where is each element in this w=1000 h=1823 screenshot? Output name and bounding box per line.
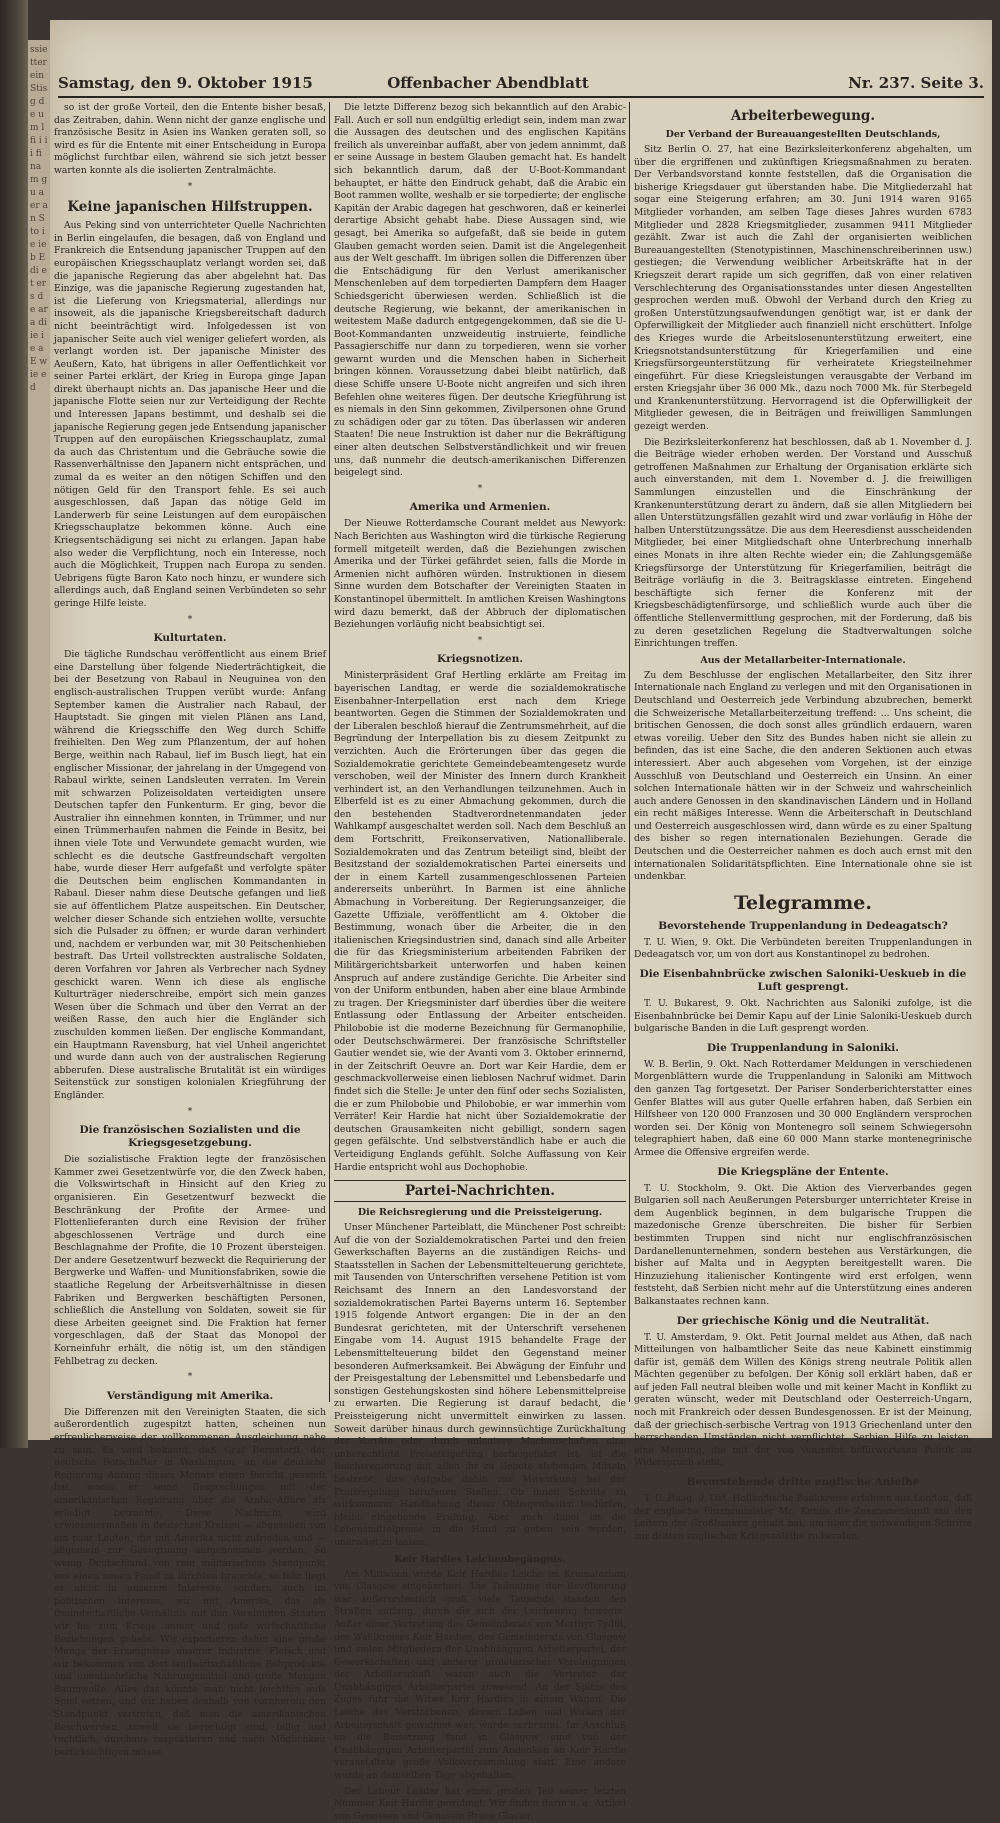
headline-america: Verständigung mit Amerika.	[106, 1389, 274, 1402]
article-kulturtaten: Die tägliche Rundschau veröffentlicht aus einem Brief eine Darstellung über folgende Niederträchtigkeit, die bei der Besetzung von Rabaul in Neuguinea von den englisch-australischen Truppen verübt wurde: Anfang September kamen die Australier nach Rabaul, der Hauptstadt. Sie gingen mit vielen Plänen ans Land, während die Kriegsschiffe den Weg durch Schiffe freihielten. Den Weg zum Pflanzentum, der auf hohen Berge, weithin nach Rabaul, lief im Busch liegt, hat ein englischer Missionar, der jahrelang in der Umgegend von Rabaul wirkte, seinen Landsleuten verraten. Im Verein mit schwarzen Polizeisoldaten verteidigten unsere Deutschen tapfer den Funkenturm. Er ging, bevor die Australier ihn einnehmen konnten, in Trümmer, und nur einen Trümmerhaufen nahmen die Feinde in Besitz, bei ihnen viele Tote und Verwundete gemacht wurden, wie schlecht es die deutsche Gastfreundschaft vergolten habe, wurde dieser Herr aufgefaßt und verfolgte später die Deutschen beim englischen Kommandanten in Rabaul. Dieser nahm diese Deutsche gefangen und ließ sie auf öffentlichem Platze auspeitschen. Ein Deutscher, welcher dieser Schande sich entziehen wollte, versuchte sich die Pulsader zu öffnen; er wurde daran verhindert und, nachdem er verbunden war, mit 30 Peitschenhieben bestraft. Das Urteil vollstreckten australische Soldaten, deren Vorfahren vor Jahren als Verbrecher nach Sydney geschickt waren. Wenn ich diese als englische Kulturträger niederschreibe, empört sich mein ganzes Wesen über die Schmach und über den Verrat an der weißen Rasse, den auch hier die Engländer sich zuschulden kommen ließen. Der englische Kommandant, ein Hauptmann Ravensburg, hat viel Unheil angerichtet und wurde dann auch von der australischen Regierung abberufen. Diese australische Brutalität ist ein würdiges Seitenstück zur sonstigen kolonialen Kriegführung der Engländer.	[54, 649, 326, 1101]
telegram-bridge: T. U. Bukarest, 9. Okt. Nachrichten aus Saloniki zufolge, ist die Eisenbahnbrücke bei Demir Kapu auf der Linie Saloniki-Ueskueb durch bulgarische Banden in die Luft gesprengt worden.	[634, 998, 972, 1035]
headline-kriegsnotizen: Kriegsnotizen.	[437, 653, 523, 666]
article-bureauangestellte-2: Die Bezirksleiterkonferenz hat beschlossen, daß ab 1. November d. J. die Beiträge wieder erhoben werden. Der Vorstand und Ausschuß getroffenen Maßnahmen zur Erhaltung der Organisation erklärte sich auch einverstanden, mit dem 1. November d. J. die freiwilligen Sammlungen einzustellen und die Einschränkung der Krankenunterstützung derart zu ändern, daß sie allen Mitgliedern bei allen Unterstützungsfällen gezahlt wird und zwar vorläufig in Höhe der halben Unterstützungssätze. Die aus dem Heeresdienst ausscheidenden Mitglieder, bei einer Mitgliedschaft ohne Unterbrechung innerhalb eines Monats in ihre alten Rechte wieder ein; die Zahlungsgemäße Kriegsfürsorge der Unterstützung für Kriegerfamilien, beiträgt die Beiträge vorläufig in die 3. Beitragsklasse eintreten. Eingehend beschäftigte sich ferner die Konferenz mit der Kriegsbeschädigtenfürsorge, und schließlich wurde auch über die öffentliche Stellenvermittlung gesprochen, mit der Forderung, daß bis zu deren gesetzlichen Regelung die Stadtverwaltungen solche Einrichtungen treffen.	[634, 436, 972, 650]
telegram-saloniki: W. B. Berlin, 9. Okt. Nach Rotterdamer Meldungen in verschiedenen Morgenblättern wurde die Truppenlandung in Saloniki am Mittwoch den ganzen Tag fortgesetzt. Der Pariser Sonderberichterstatter eines Genfer Blattes will aus guter Quelle erfahren haben, daß Serbien ein Hilfsheer von 120 000 Franzosen und 30 000 Engländern versprochen worden sei. Der König von Montenegro soll seinem Schwiegersohn telegraphiert haben, daß eine 60 000 Mann starke montenegrinische Armee die Offensive ergreifen werde.	[634, 1058, 972, 1158]
page-header	[58, 70, 984, 98]
previous-page-edge	[28, 40, 50, 1440]
separator-star: *	[477, 635, 483, 646]
headline-french-socialists: Die französischen Sozialisten und die Kriegsgesetzgebung.	[79, 1124, 301, 1150]
subheadline-keir-hardie: Keir Hardies Leichenbegängnis.	[394, 1553, 566, 1565]
headline-english-loan: Bevorstehende dritte englische Anleihe	[686, 1476, 920, 1489]
headline-saloniki: Die Truppenlandung in Saloniki.	[707, 1041, 899, 1054]
separator-star: *	[477, 483, 483, 494]
article-labour-leader: Der Labour Leader hat einen großen Teil seiner letzten Nummer Keir Hardie gewidmet. Wir finden darin u. a. Artikel von Genossen und Genossin Bruce Glasier.	[334, 1785, 626, 1822]
book-binding	[0, 0, 28, 1448]
headline-kulturtaten: Kulturtaten.	[153, 632, 227, 645]
separator-star: *	[187, 614, 193, 625]
article-french-socialists: Die sozialistische Fraktion legte der französischen Kammer zwei Gesetzentwürfe vor, die den Zweck haben, die Volkswirtschaft in Hinsicht auf den Krieg zu organisieren. Ein Gesetzentwurf bezweckt die Beschränkung der Profite der Armee- und Flottenlieferanten durch eine Revision der früher abgeschlossenen Verträge und durch eine Beschlagnahme der Profite, die 10 Prozent übersteigen. Der andere Gesetzentwurf bezweckt die Requirierung der Bergwerke und Waffen- und Munitionsfabriken, sowie die staatliche Regelung der Arbeitsverhältnisse in diesen Fabriken und Bergwerken beschäftigten Personen, schließlich die Anstellung von Soldaten, soweit sie für diese Arbeiten geeignet sind. Die Fraktion hat ferner vorgeschlagen, daß der Staat das Monopol der Korneinfuhr erhält, die nötig ist, um den ständigen Fehlbetrag zu decken.	[54, 1154, 326, 1367]
separator-star: *	[187, 1106, 193, 1117]
column-3	[634, 102, 972, 1542]
column-2	[334, 102, 626, 1822]
telegram-entente-plans: T. U. Stockholm, 9. Okt. Die Aktion des Vierverbandes gegen Bulgarien soll nach Aeußerungen Petersburger unterrichteter Kreise in dem Augenblick beginnen, in dem bulgarische Truppen die mazedonische Grenze überschreiten. Die bisher für Serbien bestimmten Truppen sind nicht nur englischfranzösischen Dardanellenunternehmen, sondern bestehen aus Verstärkungen, die bisher auf Malta und in Aegypten bereitgestellt waren. Die Hinzuziehung italienischer Kontingente wird erst erfolgen, wenn feststeht, daß Serbien nicht mehr auf die Unterstützung eines anderen Balkanstaates rechnen kann.	[634, 1182, 972, 1307]
article-arabic: Die letzte Differenz bezog sich bekanntlich auf den Arabic-Fall. Auch er soll nun endgültig erledigt sein, indem man zwar die Aussagen des deutschen und des englischen Kapitäns freilich als unvereinbar auffaßt, aber von jedem annimmt, daß er seine Aussage in bestem Glauben gemacht hat. Es handelt sich bekanntlich darum, daß der U-Boot-Kommandant behauptet, er hätte den Eindruck gehabt, daß die Arabic ein Boot rammen wollte, weshalb er sie torpedierte; der englische Kapitän der Arabic dagegen hat geschworen, daß er keinerlei derartige Absicht gehabt habe. Diese Aussagen sind, wie gesagt, bei Amerika so aufgefaßt, daß sie beide in gutem Glauben gemacht worden seien. Damit ist die Angelegenheit aus der Welt geschafft. Im übrigen sollen die Differenzen über die Entschädigung für den Verlust amerikanischer Menschenleben auf dem torpedierten Dampfern dem Haager Schiedsgericht überwiesen werden. Schließlich ist die deutsche Regierung, wie bekannt, der amerikanischen in weitestem Maße dadurch entgegengekommen, daß sie die U-Boot-Kommandanten unzweideutig instruierte, feindliche Passagierschiffe nur dann zu torpedieren, wenn sie vorher gewarnt wurden und die Menschen haben in Sicherheit bringen können. Voraussetzung dabei bleibt natürlich, daß diese Schiffe unsere U-Boote nicht angreifen und sich ihren Befehlen ohne weiteres fügen. Der deutsche Kriegführung ist es niemals in den Sinn gekommen, Zivilpersonen ohne Grund zu schädigen oder gar zu töten. Das überlassen wir anderen Staaten! Die neue Instruktion ist daher nur die Bekräftigung einer alten deutschen Selbstverständlichkeit und wir freuen uns, daß nunmehr die deutsch-amerikanischen Differenzen beigelegt sind.	[334, 102, 626, 479]
headline-arbeiterbewegung: Arbeiterbewegung.	[730, 108, 876, 124]
headline-entente-plans: Die Kriegspläne der Entente.	[717, 1165, 889, 1178]
article-kriegsnotizen: Ministerpräsident Graf Hertling erklärte am Freitag im bayerischen Landtag, er werde die sozialdemokratische Eisenbahner-Interpellation erst nach dem Kriege beantworten. Gegen die Stimmen der Sozialdemokraten und der Liberalen beschloß hierauf die Zentrumsmehrheit, auf die Begründung der Interpellation bis zu diesem Zeitpunkt zu verzichten. Auch die Erörterungen über das gegen die Sozialdemokratie gerichtete Gemeindebeamtengesetz wurde verschoben, weil der Minister des Innern durch Krankheit verhindert ist, an den Verhandlungen teilzunehmen. Auch in Elberfeld ist es zu einer Abmachung gekommen, durch die den bestehenden Stadtverordnetenmandaten jeder Wahlkampf ausgeschaltet werden soll. Nach dem Beschluß an dem Fortschritt, Freikonservativen, Nationalliberale. Sozialdemokraten und das Zentrum beteiligt sind, bleibt der Besitzstand der sozialdemokratischen Partei einerseits und der in einem Kartell zusammengeschlossenen Parteien andererseits unberührt. In Barmen ist eine ähnliche Abmachung in Vorbereitung. Der Regierungsanzeiger, die Gazette Uffiziale, veröffentlicht am 4. Oktober die Bestimmung, wonach über die Arbeiter, die in den italienischen Kriegsindustrien sind, danach sind alle Arbeiter die für das Kriegsministerium arbeitenden Fabriken der Militärgerichtsbarkeit unterworfen und haben keinen Anspruch auf andere zuständige Gerichte. Die Arbeiter sind von der Uniform entbunden, haben aber eine blaue Armbinde zu tragen. Der Kriegsminister darf überdies über die weitere Entlassung oder Entlassung der Arbeiter entscheiden. Philobobie ist die moderne Bezeichnung für Germanophilie, oder Deutschschwärmerei. Der französische Schriftsteller Gautier wendet sie, wie der Avanti vom 3. Oktober erinnernd, in der Zeitschrift Oeuvre an. Dort war Keir Hardie, dem er geschmackvollerweise einen lieblosen Nachruf widmet. Darin findet sich die Stelle: Je unter den fünf oder sechs Sozialisten, die er zum Philobobie und Philobobie, er war immerhin vom Verräter! Keir Hardie hat nicht über Sozialdemokratie der deutschen Grausamkeiten nicht gebilligt, sondern sagen gegen gefälschte. Und selbstverständlich habe er auch die Verteidigung Englands gefühlt. Solche Auffassung von Keir Hardie entspricht wohl aus Dochophobie.	[334, 670, 626, 1173]
headline-bridge: Die Eisenbahnbrücke zwischen Saloniki-Ueskueb in die Luft gesprengt.	[639, 968, 967, 994]
article-bureauangestellte: Sitz Berlin O. 27, hat eine Bezirksleiterkonferenz abgehalten, um über die ergriffenen und zukünftigen Kriegsmaßnahmen zu beraten. Der Verbandsvorstand konnte feststellen, daß die Organisation die bisherige Kriegsdauer gut überstanden habe. Die Mitgliederzahl hat sogar eine Steigerung erfahren; am 30. Juni 1914 waren 9165 Mitglieder vorhanden, am selben Tage dieses Jahres wurden 6783 Mitglieder und 2828 Kriegsmitglieder, zusammen 9411 Mitglieder gezählt. Zwar ist auch die Zahl der organisierten weiblichen Bureauangestellten (Stenotypistinnen, Maschinenschreiberinnen usw.) gestiegen; die Verwendung weiblicher Arbeitskräfte hat in der Kriegszeit derart rapide um sich gegriffen, daß von einer relativen Verschlechterung des Organisationsstandes unter diesen Angestellten gesprochen werden muß. Obwohl der Verband durch den Krieg zu großen Unterstützungsaufwendungen genötigt war, ist er dank der Opferwilligkeit der Mitglieder auch finanziell nicht erschüttert. Infolge des Krieges wurde die Arbeitslosenunterstützung erweitert, eine Kriegsnotstandsunterstützung für Kriegerfamilien und eine Kriegsfürsorgeunterstützung für verheiratete Kriegsteilnehmer eingeführt. Für diese Kriegsleistungen verausgabte der Verband im ersten Kriegsjahr über 36 000 Mk., dazu noch 7000 Mk. für Sterbegeld und Krankenunterstützung. Hervorragend ist die Opferwilligkeit der Mitglieder gewesen, die in Beiträgen und freiwilligen Sammlungen gezeigt werden.	[634, 144, 972, 433]
separator-star: *	[187, 181, 193, 192]
column-rule-1	[329, 102, 330, 1402]
subheadline-preissteigerung: Die Reichsregierung und die Preissteigerung.	[357, 1207, 603, 1219]
headline-partei: Partei-Nachrichten.	[334, 1180, 626, 1202]
header-paper-name: Offenbacher Abendblatt	[387, 74, 589, 92]
article-keir-hardie: Am Mittwoch wurde Keir Hardies Leiche im Krematorium von Glasgow eingeäschert. Die Teilnahme der Bevölkerung war außerordentlich groß, viele Tausende standen den Straßen entlang, durch die sich der Leichenzug bewegte. Außer einer Vertretung des Gemeinderats von Merthyr Tydfil, des Wahlkreises Keir Hardies, des Gemeinderats von Glasgow und vielen Mitgliedern der Unabhängigen Arbeiterpartei, der Gewerkschaften und anderer proletarischer Vereinigungen der Arbeiterschaft waren auch die Vertreter der Unabhängigen Arbeiterpartei anwesend. An der Spitze des Zuges fuhr die Witwe Keir Hardies in einem Wagen. Die Leiche des Verstorbenen, dessen Leben und Wirken der Arbeiterschaft gewidmet war, wurde verbrannt. Im Anschluß an die Beisetzung fand in Glasgow eine von der Unabhängigen Arbeiterpartei zum Andenken an Keir Hardie veranstaltete große Volksversammlung statt. Eine andere wurde an demselben Tage abgehalten.	[334, 1568, 626, 1782]
column-rule-2	[629, 102, 630, 1402]
article-america: Die Differenzen mit den Vereinigten Staaten, die sich außerordentlich zugespitzt hatten, scheinen nun erfreulicherweise der vollkommenen Ausgleichung nahe zu sein. Es wird bekannt, daß Graf Bernstorff, der deutsche Botschafter in Washington, an die deutsche Regierung Anfang dieses Monats einen Bericht gesandt hat, worin er seine Besprechungen mit der amerikanischen Regierung über die Arabic-Affäre als erledigt betrachte. Diese Nachricht wird erwiesenermaßen in deutschen Kreisen — abgesehen von ein paar Leuten, die mit Amerika nicht zufrieden sind — allgemein zur Genugtuung aufgenommen werden. So wenig Deutschland von rein militärischem Standpunkt aus einen neuen Feind zu fürchten brauchte, so fehr liegt es nicht in unserem Interesse, sondern auch im politischen Interesse, wir mit Amerika, das als freundschaftliche Verhältnis mit den Vereinigten Staaten wir bis zum Kriege immer und gute wirtschaftliche Beziehungen gehabt. Wir exportieren dahin eine große Menge der Erzeugnisse unserer Industrie. Fleisch und wir bekommen von dort landwirtschaftliche Rohprodukte und unentbehrliche Nahrungsmittel und große Mengen Baumwolle. Alles das könnte man nicht leichthin aufs Spiel setzen, und wir haben deshalb von vornherein den Standpunkt vertreten, daß man die amerikanischen Beschwerden, soweit sie berechtigt sind, billig und rechtlich, durchaus respektieren und nach Möglichkeit berücksichtigen müsse.	[54, 1406, 326, 1758]
telegram-greek-king: T. U. Amsterdam, 9. Okt. Petit Journal meldet aus Athen, daß nach Mitteilungen von halbamtlicher Seite das neue Kabinett einstimmig dafür ist, gemäß dem Willen des Königs streng neutrale Politik allen Mächten gegenüber zu befolgen. Der König soll erklärt haben, daß er auf jeden Fall neutral bleiben wolle und mit keiner Macht in Konflikt zu geraten wünscht, weder mit Deutschland oder Oesterreich-Ungarn, noch mit Frankreich oder dessen Bundesgenossen. Er ist der Meinung, daß der griechisch-serbische Vertrag von 1913 Griechenland unter den herrschenden Umständen nicht verpflichtet, Serbien Hilfe zu leisten, eine Meinung, die mit der von Venizelos befürworteten Politik im Widerspruch steht.	[634, 1331, 972, 1469]
subheadline-metallarbeiter: Aus der Metallarbeiter-Internationale.	[700, 654, 906, 666]
column-1	[54, 102, 326, 1758]
article-metallarbeiter: Zu dem Beschlusse der englischen Metallarbeiter, den Sitz ihrer Internationale nach England zu verlegen und mit den Organisationen in Deutschland und Oesterreich jede Verbindung abzubrechen, bemerkt die Schweizerische Metallarbeiterzeitung treffend: ... Uns scheint, die britischen Genossen, die doch sonst alles gründlich erdauern, waren etwas voreilig. Ueber den Sitz des Bundes haben nicht sie allein zu befinden, das ist eine Sache, die den anderen Sektionen auch etwas interessiert. Aber auch abgesehen vom Vorgehen, ist der einzige Ausschluß von Deutschland und Oesterreich ein Unsinn. An einer solchen Internationale hätten wir in der Schweiz und wahrscheinlich auch andere Genossen in den skandinavischen Ländern und in Holland ein recht mäßiges Interesse. Wenn die Arbeiterschaft in Deutschland und Oesterreich ausgeschlossen wird, dann würde es zu einer Spaltung des bisher so regen internationalen Beziehungen. Gerade die Deutschen und die Oesterreicher nahmen es doch auch ernst mit den internationalen Solidaritätspflichten. Eine Internationale ohne sie ist undenkbar.	[634, 669, 972, 883]
telegram-english-loan: T. U. Haag, 9. Okt. Holländische Bankkreise erfahren aus London, daß der englische Finanzminister Mc. Kenna die Zusammenkunft mit den Leitern der Großbanken gehabt hat, um über die notwendigen Schritte zur dritten englischen Kriegsanleihe zu beraten.	[634, 1493, 972, 1542]
separator-star: *	[187, 1372, 193, 1383]
article-continuation: so ist der große Vorteil, den die Entente bisher besaß, das Zeitraben, dahin. Wenn nicht der ganze englische und französische Besitz in Asien ins Wanken geraten soll, so wird es für die Entente mit einer Entscheidung in Europa möglichst furchtbar eilen, während sie sich jetzt besser warten konnte als die isolierten Zentralmächte.	[54, 102, 326, 176]
article-japan: Aus Peking sind von unterrichteter Quelle Nachrichten in Berlin eingelaufen, die besagen, daß von England und Frankreich die Entsendung japanischer Truppen auf den europäischen Kriegsschauplatz verlangt worden sei, daß die japanische Regierung das aber abgelehnt hat. Das Einzige, was die japanische Regierung zugestanden hat, ist die Lieferung von Kriegsmaterial, allerdings nur insoweit, als die japanische Kriegsbereitschaft dadurch nicht beeinträchtigt wird. Infolgedessen ist von japanischer Seite auch viel weniger geliefert worden, als verlangt worden ist. Der japanische Minister des Aeußern, Kato, hat übrigens in aller Oeffentlichkeit vor seiner Partei erklärt, der Krieg in Europa ginge Japan direkt überhaupt nichts an. Das japanische Heer und die japanische Flotte seien nur zur Verteidigung der Rechte und Interessen Japans bestimmt, und deshalb sei die japanische Regierung gegen jede Entsendung japanischer Truppen auf den europäischen Kriegsschauplatz, zumal da auch das Christentum und die Gebräuche sowie die Rassenverhältnisse den Japanern nicht entsprächen, und zumal da es weiter an den nötigen Schiffen und den nötigen Geld für den Transport fehle. Es sei auch ausgeschlossen, daß Japan das nötige Geld im Landerwerb für seine Leistungen auf dem europäischen Kriegsschauplatze bekommen könne. Auch eine Kriegsentschädigung sei nicht zu erlangen. Japan habe also weder die Verpflichtung, noch ein Interesse, noch auch die Möglichkeit, Truppen nach Europa zu senden. Uebrigens fügte Baron Kato noch hinzu, er wundere sich allerdings auch, daß England seinen Verbündeten so sehr geringe Hilfe leiste.	[54, 220, 326, 609]
article-preissteigerung: Unser Münchener Parteiblatt, die Münchener Post schreibt: Auf die von der Sozialdemokratischen Partei und den freien Gewerkschaften Bayerns an die zuständigen Reichs- und Staatsstellen in Sachen der Lebensmittelteuerung gerichtete, mit Tausenden von Unterschriften versehene Petition ist vom Reichsamt des Innern an den Landesvorstand der sozialdemokratischen Partei Bayerns unterm 16. September 1915 folgende Antwort ergangen: Die in der an den Bundesrat gerichteten, mit der Unterschrift versehenen Eingabe vom 14. August 1915 behandelte Frage der Lebensmittelteuerung bildet den Gegenstand meiner besonderen Aufmerksamkeit. Bei Abwägung der Einfuhr und der Preisgestaltung der Lebensmittel und Lebensbedarfe und sonstigen Gestehungskosten sind höhere Lebensmittelpreise zu erwarten. Die Regierung ist darauf bedacht, die Preissteigerung nicht unvermittelt einwirken zu lassen. Soweit darüber hinaus durch gewinnsüchtige Zurückhaltung der Vorräte oder durch unlautere Machenschaften eine unberechtigte Preissteigerung herbeigeführt ist, ist die Reichsregierung mit allen ihr zu Gebote stehenden Mitteln bestrebt, ihre Aufgabe dahin zur Mitwirkung bei der Preisregelung berufenen Stellen. Ob ihnen Schritte zu wirksamerer Handhabung dieser Obliegenheiten bedürfen, bleibt eingehende Prüfung. Aber auch dabei ist die Lebensmittelpreise in die Hand zu geben sein werden, unerwägt zu lassen.	[334, 1222, 626, 1548]
headline-greek-king: Der griechische König und die Neutralität.	[676, 1314, 930, 1327]
header-date: Samstag, den 9. Oktober 1915	[58, 74, 313, 92]
previous-page-text: ssie tter ein Stis g de um l fi i i i fi na m gu a er an Sto ie ie b E di et ers de ar a di ie i e a E w ie e d	[30, 45, 48, 393]
headline-japan: Keine japanischen Hilfstruppen.	[67, 199, 313, 216]
header-issue: Nr. 237. Seite 3.	[848, 74, 984, 92]
article-armenia: Der Nieuwe Rotterdamsche Courant meldet aus Newyork: Nach Berichten aus Washington wird die türkische Regierung formell mitgeteilt werden, daß die Beziehungen zwischen Amerika und der Türkei gefährdet seien, falls die Morde in Armenien nicht aufhören würden. Instruktionen in diesem Sinne wurden dem Botschafter der Vereinigten Staaten in Konstantinopel übermittelt. In amtlichen Kreisen Washingtons wird dazu bemerkt, daß der Abbruch der diplomatischen Beziehungen vorläufig nicht beabsichtigt sei.	[334, 518, 626, 631]
headline-armenia: Amerika und Armenien.	[409, 501, 551, 514]
newspaper-page	[50, 20, 992, 1822]
headline-telegramme: Telegramme.	[734, 891, 872, 914]
telegram-dedeagatsch: T. U. Wien, 9. Okt. Die Verbündeten bereiten Truppenlandungen in Dedeagatsch vor, um von dort aus Konstantinopel zu bedrohen.	[634, 936, 972, 961]
headline-dedeagatsch: Bevorstehende Truppenlandung in Dedeagatsch?	[658, 919, 948, 932]
subheadline-bureauangestellte: Der Verband der Bureauangestellten Deutschlands,	[665, 129, 941, 140]
